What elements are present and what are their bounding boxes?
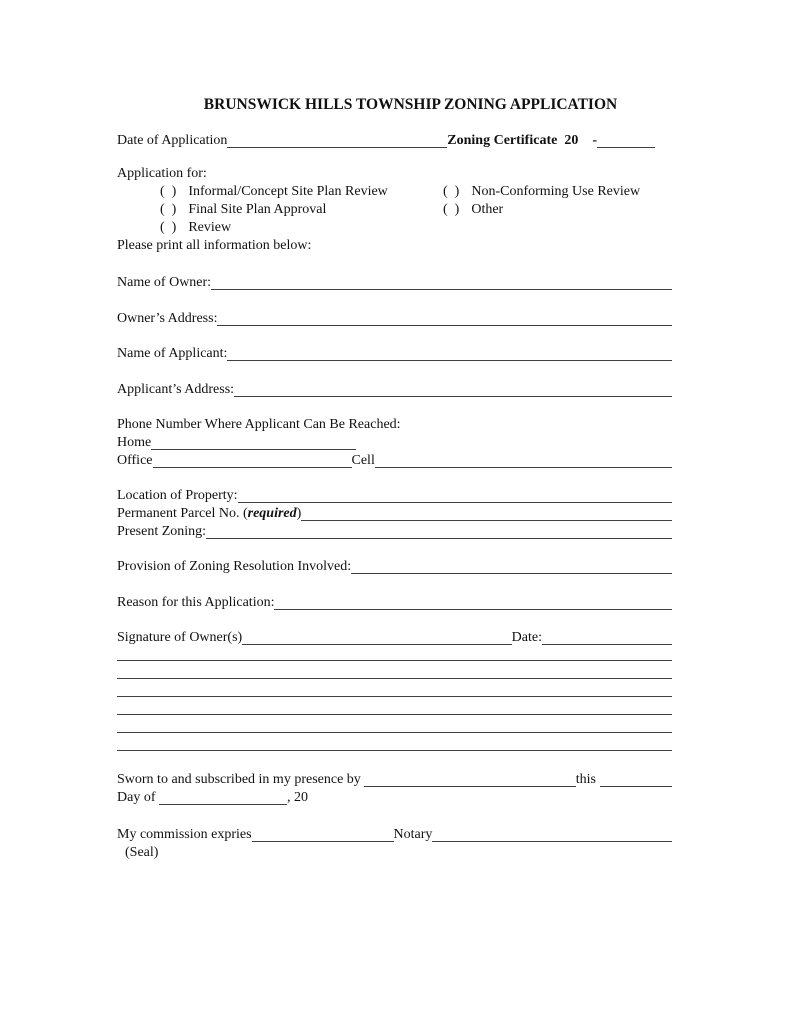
options-row-1: [160, 183, 672, 201]
parcel-label-suffix: ): [296, 506, 302, 521]
day-of-row: [117, 789, 672, 807]
option-final-site-plan-approval-label: Final Site Plan Approval: [188, 202, 327, 217]
provision-label: Provision of Zoning Resolution Involved:: [117, 559, 352, 574]
notes-line-2[interactable]: [117, 678, 672, 679]
signature-label: Signature of Owner(s): [117, 630, 243, 645]
phone-heading-row: [117, 416, 672, 434]
office-cell-row: [117, 452, 672, 470]
name-of-owner-label: Name of Owner:: [117, 275, 212, 290]
signature-date-field[interactable]: [542, 629, 672, 645]
print-note: Please print all information below:: [117, 238, 312, 253]
sworn-this-label: this: [575, 772, 596, 787]
date-certificate-row: [117, 132, 672, 150]
zoning-certificate-label: Zoning Certificate 20 -: [447, 133, 597, 148]
parcel-number-field[interactable]: [301, 505, 672, 521]
application-for-heading-row: [117, 165, 672, 183]
notes-line-5[interactable]: [117, 732, 672, 733]
day-of-label: Day of: [117, 790, 159, 805]
checkbox-informal-concept-review[interactable]: ( ): [160, 184, 177, 199]
date-label: Date:: [511, 630, 542, 645]
notes-line-1[interactable]: [117, 660, 672, 661]
sworn-label: Sworn to and subscribed in my presence by: [117, 772, 365, 787]
reason-label: Reason for this Application:: [117, 595, 275, 610]
day-of-month-field[interactable]: [159, 789, 287, 805]
checkbox-non-conforming-use-review[interactable]: ( ): [443, 184, 460, 199]
parcel-required-label: required: [247, 506, 297, 521]
notes-line-3[interactable]: [117, 696, 672, 697]
seal-label: (Seal): [125, 845, 159, 860]
options-row-2: [160, 201, 672, 219]
home-label: Home: [117, 435, 152, 450]
owners-address-field[interactable]: [217, 310, 672, 326]
application-for-heading: Application for:: [117, 166, 207, 181]
provision-field[interactable]: [351, 558, 672, 574]
cell-phone-field[interactable]: [375, 452, 672, 468]
location-field[interactable]: [238, 487, 672, 503]
reason-field[interactable]: [274, 594, 672, 610]
name-of-owner-row: [117, 274, 672, 292]
notes-line-6[interactable]: [117, 750, 672, 751]
checkbox-final-site-plan-approval[interactable]: ( ): [160, 202, 177, 217]
print-note-row: [117, 237, 672, 255]
notary-label: Notary: [393, 827, 433, 842]
present-zoning-row: [117, 523, 672, 541]
present-zoning-label: Present Zoning:: [117, 524, 207, 539]
cell-label: Cell: [351, 453, 375, 468]
option-other-label: Other: [471, 202, 504, 217]
location-label: Location of Property:: [117, 488, 238, 503]
applicants-address-row: [117, 381, 672, 399]
notes-line-4[interactable]: [117, 714, 672, 715]
parcel-label-prefix: Permanent Parcel No. (: [117, 506, 248, 521]
sworn-name-field[interactable]: [364, 771, 575, 787]
parcel-row: [117, 505, 672, 523]
checkbox-review[interactable]: ( ): [160, 220, 177, 235]
option-informal-concept-review-label: Informal/Concept Site Plan Review: [188, 184, 388, 199]
notary-signature-field[interactable]: [432, 826, 672, 842]
option-non-conforming-use-review-label: Non-Conforming Use Review: [471, 184, 641, 199]
office-label: Office: [117, 453, 153, 468]
owners-address-row: [117, 310, 672, 328]
option-review-label: Review: [188, 220, 232, 235]
commission-expiry-field[interactable]: [252, 826, 394, 842]
phone-heading: Phone Number Where Applicant Can Be Reached:: [117, 417, 401, 432]
certificate-number-field[interactable]: [597, 132, 655, 148]
name-of-applicant-field[interactable]: [227, 345, 672, 361]
signature-row: [117, 629, 672, 647]
home-phone-field[interactable]: [151, 434, 356, 450]
owners-address-label: Owner’s Address:: [117, 311, 218, 326]
reason-row: [117, 594, 672, 612]
office-phone-field[interactable]: [153, 452, 352, 468]
options-row-3: [160, 219, 672, 237]
date-of-application-field[interactable]: [227, 132, 447, 148]
applicants-address-field[interactable]: [234, 381, 672, 397]
name-of-applicant-label: Name of Applicant:: [117, 346, 228, 361]
date-of-application-label: Date of Application: [117, 133, 228, 148]
provision-row: [117, 558, 672, 576]
checkbox-other[interactable]: ( ): [443, 202, 460, 217]
present-zoning-field[interactable]: [206, 523, 672, 539]
applicants-address-label: Applicant’s Address:: [117, 382, 235, 397]
name-of-owner-field[interactable]: [211, 274, 672, 290]
signature-field[interactable]: [242, 629, 511, 645]
sworn-day-field[interactable]: [600, 771, 672, 787]
name-of-applicant-row: [117, 345, 672, 363]
commission-label: My commission expries: [117, 827, 252, 842]
sworn-row: [117, 771, 672, 789]
commission-row: [117, 826, 672, 844]
location-row: [117, 487, 672, 505]
seal-row: [117, 844, 672, 862]
home-phone-row: [117, 434, 672, 452]
page-title: BRUNSWICK HILLS TOWNSHIP ZONING APPLICATION: [203, 96, 618, 113]
day-of-year-label: , 20: [287, 790, 308, 805]
